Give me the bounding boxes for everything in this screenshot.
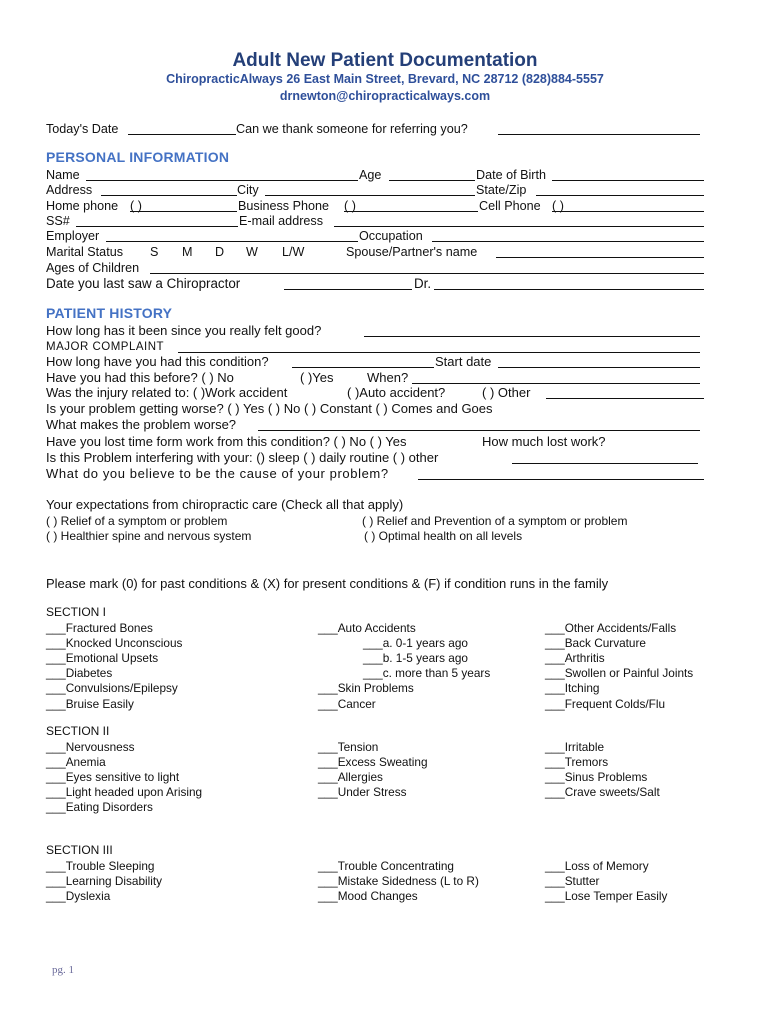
condition-blank[interactable]: ___	[363, 666, 383, 681]
condition-item[interactable]	[46, 740, 135, 755]
address-label: Address	[46, 183, 93, 197]
phone-row	[46, 198, 706, 214]
condition-blank[interactable]: ___	[318, 888, 338, 903]
section-title: SECTION I	[46, 605, 107, 619]
cell-phone-field[interactable]	[552, 211, 704, 212]
condition-item[interactable]	[545, 785, 660, 800]
how-long-label: How long have you had this condition?	[46, 354, 269, 369]
how-long-field[interactable]	[292, 367, 434, 368]
condition-item[interactable]	[46, 770, 179, 785]
marital-option-m[interactable]: M	[182, 245, 193, 259]
condition-item[interactable]	[545, 859, 649, 874]
last-chiro-label: Date you last saw a Chiropractor	[46, 276, 241, 291]
marital-label: Marital Status	[46, 245, 123, 259]
expectation-relief[interactable]: ( ) Relief of a symptom or problem	[46, 514, 228, 528]
clinic-address: ChiropracticAlways 26 East Main Street, Brevard, NC 28712 (828)884-5557	[166, 72, 604, 86]
expectations-heading: Your expectations from chiropractic care (Check all that apply)	[46, 497, 404, 512]
condition-label: b. 1-5 years ago	[382, 650, 468, 665]
condition-label: Sinus Problems	[564, 769, 648, 784]
condition-item[interactable]	[46, 697, 134, 712]
ssn-row	[46, 213, 706, 229]
condition-blank[interactable]: ___	[545, 754, 565, 769]
condition-item[interactable]	[318, 770, 383, 785]
condition-item[interactable]	[545, 874, 599, 889]
condition-label: Diabetes	[65, 666, 113, 681]
condition-item[interactable]	[46, 666, 112, 681]
expectations-row-2	[46, 528, 706, 544]
dob-field[interactable]	[552, 180, 704, 181]
email-label: E-mail address	[239, 214, 323, 228]
referral-label: Can we thank someone for referring you?	[236, 122, 468, 136]
condition-label: Arthritis	[564, 650, 605, 665]
home-phone-field[interactable]	[130, 211, 237, 212]
felt-good-row	[46, 323, 706, 339]
condition-item[interactable]	[318, 889, 418, 904]
condition-label: Bruise Easily	[65, 696, 134, 711]
condition-label: Tension	[337, 739, 379, 754]
condition-label: Cancer	[337, 696, 376, 711]
felt-good-field[interactable]	[364, 336, 700, 337]
condition-item[interactable]	[545, 621, 676, 636]
cause-row	[46, 466, 706, 482]
had-before-row	[46, 370, 706, 386]
expectation-healthier-spine[interactable]: ( ) Healthier spine and nervous system	[46, 529, 252, 543]
had-before-label: Have you had this before? ( ) No	[46, 370, 234, 385]
condition-blank[interactable]: ___	[318, 620, 338, 635]
employer-label: Employer	[46, 229, 100, 243]
state-zip-field[interactable]	[536, 195, 704, 196]
cell-phone-label: Cell Phone	[479, 199, 541, 213]
felt-good-label: How long has it been since you really felt good?	[46, 323, 322, 338]
condition-blank[interactable]: ___	[545, 650, 565, 665]
condition-label: Loss of Memory	[564, 858, 649, 873]
condition-label: Under Stress	[337, 785, 407, 800]
name-label: Name	[46, 168, 80, 182]
condition-label: Crave sweets/Salt	[564, 785, 660, 800]
condition-label: a. 0-1 years ago	[382, 635, 468, 650]
address-row	[46, 182, 706, 198]
condition-blank[interactable]: ___	[545, 620, 565, 635]
last-chiro-row	[46, 276, 706, 292]
marital-option-w[interactable]: W	[246, 245, 258, 259]
condition-item[interactable]	[318, 681, 414, 696]
condition-item[interactable]	[363, 666, 490, 681]
condition-item[interactable]	[545, 697, 665, 712]
condition-item[interactable]	[46, 874, 162, 889]
occupation-field[interactable]	[432, 241, 704, 242]
city-label: City	[237, 183, 259, 197]
page-number: pg. 1	[52, 964, 74, 976]
address-field[interactable]	[101, 195, 237, 196]
condition-item[interactable]	[545, 636, 646, 651]
condition-label: Knocked Unconscious	[65, 635, 183, 650]
expectation-optimal-health[interactable]: ( ) Optimal health on all levels	[364, 529, 523, 543]
condition-blank[interactable]: ___	[545, 696, 565, 711]
condition-item[interactable]	[363, 651, 468, 666]
name-row	[46, 167, 706, 183]
condition-item[interactable]	[545, 681, 599, 696]
condition-item[interactable]	[545, 666, 693, 681]
condition-label: Itching	[564, 681, 600, 696]
condition-blank[interactable]: ___	[545, 858, 565, 873]
condition-item[interactable]	[545, 651, 605, 666]
age-label: Age	[359, 168, 382, 182]
business-phone-label: Business Phone	[238, 199, 330, 213]
condition-blank[interactable]: ___	[46, 888, 66, 903]
how-long-row	[46, 354, 706, 370]
how-much-label: How much lost work?	[482, 434, 606, 449]
condition-item[interactable]	[545, 740, 604, 755]
condition-item[interactable]	[318, 755, 428, 770]
condition-blank[interactable]: ___	[46, 800, 66, 815]
conditions-instructions-row	[46, 576, 726, 592]
state-zip-label: State/Zip	[476, 183, 527, 197]
expectation-relief-prevention[interactable]: ( ) Relief and Prevention of a symptom or problem	[362, 514, 628, 528]
condition-blank[interactable]: ___	[46, 666, 66, 681]
condition-blank[interactable]: ___	[318, 858, 338, 873]
condition-item[interactable]	[46, 681, 178, 696]
intro-row	[46, 121, 706, 137]
condition-blank[interactable]: ___	[46, 620, 66, 635]
expectations-row-1	[46, 513, 706, 529]
condition-blank[interactable]: ___	[318, 785, 338, 800]
start-date-field[interactable]	[498, 367, 700, 368]
auto-accident-option[interactable]: ( )Auto accident?	[347, 385, 446, 400]
makes-worse-label: What makes the problem worse?	[46, 417, 237, 432]
ssn-label: SS#	[46, 214, 70, 228]
condition-blank[interactable]: ___	[545, 769, 565, 784]
spouse-field[interactable]	[496, 257, 704, 258]
condition-item[interactable]	[46, 800, 153, 815]
cell-phone-paren: ( )	[552, 199, 564, 213]
section-title: SECTION II	[46, 724, 110, 738]
major-complaint-row	[46, 339, 706, 355]
condition-blank[interactable]: ___	[46, 754, 66, 769]
condition-blank[interactable]: ___	[545, 666, 565, 681]
condition-label: Mood Changes	[337, 888, 418, 903]
email-field[interactable]	[334, 226, 704, 227]
interfering-label: Is this Problem interfering with your: () sleep ( ) daily routine ( ) other	[46, 450, 439, 465]
condition-label: Frequent Colds/Flu	[564, 696, 666, 711]
condition-label: Convulsions/Epilepsy	[65, 681, 178, 696]
condition-item[interactable]	[545, 770, 647, 785]
condition-blank[interactable]: ___	[46, 696, 66, 711]
city-field[interactable]	[265, 195, 475, 196]
condition-item[interactable]	[46, 636, 182, 651]
condition-label: Nervousness	[65, 739, 135, 754]
personal-info-heading: PERSONAL INFORMATION	[46, 149, 230, 165]
referral-field[interactable]	[498, 134, 700, 135]
injury-label: Was the injury related to: ( )Work accident	[46, 385, 288, 400]
condition-item[interactable]	[46, 859, 154, 874]
condition-blank[interactable]: ___	[545, 681, 565, 696]
ages-children-field[interactable]	[150, 273, 704, 274]
start-date-label: Start date	[435, 354, 492, 369]
condition-label: Lose Temper Easily	[564, 888, 668, 903]
condition-label: Emotional Upsets	[65, 650, 159, 665]
condition-item[interactable]	[46, 889, 110, 904]
dr-label: Dr.	[414, 276, 432, 291]
employer-field[interactable]	[106, 241, 358, 242]
condition-blank[interactable]: ___	[318, 681, 338, 696]
marital-option-s[interactable]: S	[150, 245, 159, 259]
condition-item[interactable]	[545, 889, 667, 904]
condition-blank[interactable]: ___	[46, 635, 66, 650]
condition-label: Mistake Sidedness (L to R)	[337, 873, 479, 888]
condition-item[interactable]	[318, 874, 479, 889]
marital-option-d[interactable]: D	[215, 245, 225, 259]
condition-label: Anemia	[65, 754, 106, 769]
major-complaint-label: MAJOR COMPLAINT	[46, 341, 165, 353]
condition-item[interactable]	[318, 697, 376, 712]
condition-blank[interactable]: ___	[46, 785, 66, 800]
section-title: SECTION III	[46, 843, 113, 857]
when-label: When?	[367, 370, 409, 385]
patient-history-heading: PATIENT HISTORY	[46, 305, 173, 321]
condition-label: c. more than 5 years	[382, 666, 491, 681]
home-phone-paren: ( )	[130, 199, 142, 213]
injury-other-field[interactable]	[546, 398, 704, 399]
makes-worse-row	[46, 417, 706, 433]
condition-blank[interactable]: ___	[545, 873, 565, 888]
interfering-row	[46, 450, 706, 466]
age-field[interactable]	[389, 180, 475, 181]
todays-date-field[interactable]	[128, 134, 236, 135]
lost-time-row	[46, 434, 706, 450]
business-phone-field[interactable]	[344, 211, 478, 212]
employer-row	[46, 228, 706, 244]
condition-label: Irritable	[564, 739, 605, 754]
lost-time-label: Have you lost time form work from this condition? ( ) No ( ) Yes	[46, 434, 407, 449]
condition-label: Light headed upon Arising	[65, 785, 203, 800]
condition-blank[interactable]: ___	[545, 785, 565, 800]
condition-label: Excess Sweating	[337, 754, 428, 769]
condition-label: Stutter	[564, 873, 600, 888]
condition-blank[interactable]: ___	[46, 739, 66, 754]
condition-blank[interactable]: ___	[545, 739, 565, 754]
condition-label: Other Accidents/Falls	[564, 620, 677, 635]
condition-label: Back Curvature	[564, 635, 646, 650]
condition-blank[interactable]: ___	[318, 754, 338, 769]
condition-blank[interactable]: ___	[46, 769, 66, 784]
marital-option-lw[interactable]: L/W	[282, 245, 305, 259]
condition-label: Tremors	[564, 754, 609, 769]
ages-children-label: Ages of Children	[46, 261, 140, 275]
when-field[interactable]	[412, 383, 700, 384]
injury-row	[46, 385, 706, 401]
condition-item[interactable]	[46, 755, 106, 770]
condition-label: Skin Problems	[337, 681, 414, 696]
children-row	[46, 260, 706, 276]
cause-label: What do you believe to be the cause of your problem?	[46, 466, 389, 481]
condition-blank[interactable]: ___	[545, 888, 565, 903]
condition-label: Trouble Sleeping	[65, 858, 155, 873]
condition-label: Eating Disorders	[65, 800, 153, 815]
condition-item[interactable]	[545, 755, 608, 770]
condition-label: Swollen or Painful Joints	[564, 666, 694, 681]
condition-label: Auto Accidents	[337, 620, 416, 635]
condition-blank[interactable]: ___	[318, 769, 338, 784]
condition-label: Eyes sensitive to light	[65, 769, 180, 784]
worse-label: Is your problem getting worse? ( ) Yes ( ) No ( ) Constant ( ) Comes and Goes	[46, 401, 493, 416]
page-title: Adult New Patient Documentation	[232, 50, 538, 71]
makes-worse-field[interactable]	[258, 430, 700, 431]
occupation-label: Occupation	[359, 229, 423, 243]
condition-blank[interactable]: ___	[318, 873, 338, 888]
condition-label: Fractured Bones	[65, 620, 153, 635]
condition-item[interactable]	[318, 859, 454, 874]
condition-blank[interactable]: ___	[545, 635, 565, 650]
interfering-other-field[interactable]	[512, 463, 698, 464]
condition-item[interactable]	[46, 785, 202, 800]
condition-label: Dyslexia	[65, 888, 111, 903]
business-phone-paren: ( )	[344, 199, 356, 213]
home-phone-label: Home phone	[46, 199, 119, 213]
name-field[interactable]	[86, 180, 358, 181]
clinic-email: drnewton@chiropracticalways.com	[279, 89, 491, 103]
dob-label: Date of Birth	[476, 168, 546, 182]
condition-blank[interactable]: ___	[46, 681, 66, 696]
condition-blank[interactable]: ___	[363, 635, 383, 650]
todays-date-label: Today's Date	[46, 122, 119, 136]
condition-item[interactable]	[318, 740, 378, 755]
condition-item[interactable]	[318, 621, 416, 636]
spouse-label: Spouse/Partner's name	[346, 245, 478, 259]
cause-field[interactable]	[418, 479, 704, 480]
condition-label: Trouble Concentrating	[337, 858, 454, 873]
condition-item[interactable]	[46, 651, 158, 666]
condition-item[interactable]	[46, 621, 153, 636]
other-option[interactable]: ( ) Other	[482, 385, 531, 400]
dr-name-field[interactable]	[434, 289, 704, 290]
conditions-instructions: Please mark (0) for past conditions & (X) for present conditions & (F) if condition runs in the family	[46, 576, 609, 591]
condition-label: Allergies	[337, 769, 383, 784]
condition-item[interactable]	[363, 636, 468, 651]
worse-row	[46, 401, 706, 417]
condition-blank[interactable]: ___	[46, 650, 66, 665]
last-chiro-date-field[interactable]	[284, 289, 412, 290]
major-complaint-field[interactable]	[178, 352, 700, 353]
expectations-heading-row	[46, 497, 706, 513]
condition-blank[interactable]: ___	[318, 739, 338, 754]
condition-blank[interactable]: ___	[318, 696, 338, 711]
marital-row	[46, 244, 706, 260]
condition-label: Learning Disability	[65, 873, 163, 888]
condition-item[interactable]	[318, 785, 407, 800]
condition-blank[interactable]: ___	[46, 858, 66, 873]
condition-blank[interactable]: ___	[46, 873, 66, 888]
ssn-field[interactable]	[76, 226, 238, 227]
condition-blank[interactable]: ___	[363, 650, 383, 665]
had-before-yes[interactable]: ( )Yes	[300, 370, 334, 385]
